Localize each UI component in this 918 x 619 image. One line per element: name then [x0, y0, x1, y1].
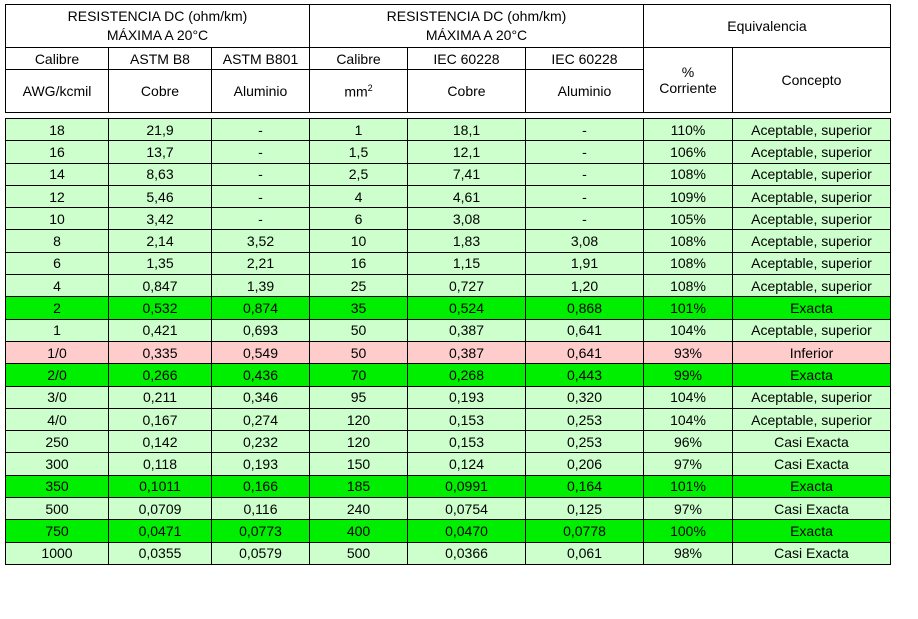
- header-line: %: [681, 64, 695, 80]
- cell-pct: 108%: [644, 163, 733, 185]
- cell-awg: 18: [6, 119, 109, 141]
- cell-concepto: Exacta: [733, 475, 891, 497]
- cell-awg: 2: [6, 297, 109, 319]
- cell-concepto: Casi Exacta: [733, 498, 891, 520]
- cell-iec-al: 0,320: [526, 386, 644, 408]
- cell-iec-cu: 4,61: [408, 185, 526, 207]
- cell-b8: 0,847: [109, 275, 212, 297]
- cell-pct: 110%: [644, 119, 733, 141]
- cell-b801: -: [212, 185, 310, 207]
- cell-awg: 2/0: [6, 364, 109, 386]
- cell-awg: 1000: [6, 542, 109, 564]
- cell-mm: 120: [310, 408, 408, 430]
- col-header-astm-b801: ASTM B801: [212, 48, 310, 70]
- cell-b801: 1,39: [212, 275, 310, 297]
- cell-iec-cu: 0,727: [408, 275, 526, 297]
- header-resistance-group-2: [310, 5, 644, 48]
- cell-mm: 10: [310, 230, 408, 252]
- cell-iec-al: 0,206: [526, 453, 644, 475]
- cell-concepto: Aceptable, superior: [733, 252, 891, 274]
- cell-b8: 0,211: [109, 386, 212, 408]
- cell-iec-cu: 0,0754: [408, 498, 526, 520]
- cell-awg: 6: [6, 252, 109, 274]
- cell-b8: 1,35: [109, 252, 212, 274]
- cell-mm: 150: [310, 453, 408, 475]
- cell-iec-cu: 18,1: [408, 119, 526, 141]
- cell-iec-al: -: [526, 208, 644, 230]
- col-header-iec-cu: IEC 60228: [408, 48, 526, 70]
- cell-iec-cu: 0,524: [408, 297, 526, 319]
- table-row: [6, 475, 891, 497]
- cell-b8: 13,7: [109, 141, 212, 163]
- cell-b8: 0,0709: [109, 498, 212, 520]
- table-row: [6, 297, 891, 319]
- cell-iec-cu: 1,83: [408, 230, 526, 252]
- header-line: Corriente: [659, 80, 717, 96]
- cell-awg: 750: [6, 520, 109, 542]
- cell-pct: 101%: [644, 297, 733, 319]
- cell-iec-cu: 3,08: [408, 208, 526, 230]
- table-row: [6, 319, 891, 341]
- cell-mm: 6: [310, 208, 408, 230]
- cell-b801: 0,193: [212, 453, 310, 475]
- cell-iec-cu: 0,193: [408, 386, 526, 408]
- cell-b801: -: [212, 208, 310, 230]
- cell-awg: 300: [6, 453, 109, 475]
- cell-mm: 120: [310, 431, 408, 453]
- cell-b801: 0,549: [212, 341, 310, 363]
- cell-pct: 108%: [644, 230, 733, 252]
- cell-b8: 21,9: [109, 119, 212, 141]
- cell-awg: 4/0: [6, 408, 109, 430]
- col-header-calibre-awg: Calibre: [6, 48, 109, 70]
- cell-iec-al: 0,443: [526, 364, 644, 386]
- cell-iec-al: 0,641: [526, 341, 644, 363]
- cell-mm: 35: [310, 297, 408, 319]
- cell-iec-al: -: [526, 141, 644, 163]
- cell-pct: 101%: [644, 475, 733, 497]
- cell-iec-cu: 0,153: [408, 408, 526, 430]
- cell-b8: 0,1011: [109, 475, 212, 497]
- cell-awg: 8: [6, 230, 109, 252]
- cell-iec-al: 1,20: [526, 275, 644, 297]
- cell-mm: 50: [310, 341, 408, 363]
- cell-mm: 1: [310, 119, 408, 141]
- unit-awg: AWG/kcmil: [6, 70, 109, 113]
- header-line: MÁXIMA A 20°C: [425, 27, 528, 43]
- table-row: [6, 341, 891, 363]
- cell-iec-cu: 1,15: [408, 252, 526, 274]
- cell-mm: 2,5: [310, 163, 408, 185]
- cell-concepto: Aceptable, superior: [733, 408, 891, 430]
- cell-b8: 3,42: [109, 208, 212, 230]
- cell-iec-cu: 0,0366: [408, 542, 526, 564]
- cell-awg: 1/0: [6, 341, 109, 363]
- cell-b801: -: [212, 163, 310, 185]
- cell-b801: 0,0579: [212, 542, 310, 564]
- cell-awg: 250: [6, 431, 109, 453]
- unit-cobre: Cobre: [109, 70, 212, 113]
- cell-concepto: Aceptable, superior: [733, 275, 891, 297]
- table-row: [6, 119, 891, 141]
- cell-iec-cu: 0,153: [408, 431, 526, 453]
- col-header-calibre-mm: Calibre: [310, 48, 408, 70]
- cell-pct: 108%: [644, 252, 733, 274]
- cell-iec-cu: 0,0991: [408, 475, 526, 497]
- cell-mm: 1,5: [310, 141, 408, 163]
- cell-iec-al: 0,868: [526, 297, 644, 319]
- cell-concepto: Aceptable, superior: [733, 163, 891, 185]
- cell-concepto: Exacta: [733, 364, 891, 386]
- cell-b8: 5,46: [109, 185, 212, 207]
- cell-b8: 2,14: [109, 230, 212, 252]
- cell-iec-al: 3,08: [526, 230, 644, 252]
- unit-mm2: [310, 70, 408, 113]
- cell-pct: 100%: [644, 520, 733, 542]
- cell-b801: 0,874: [212, 297, 310, 319]
- cell-mm: 240: [310, 498, 408, 520]
- cell-b801: -: [212, 119, 310, 141]
- table-container: [5, 4, 891, 565]
- table-row: [6, 252, 891, 274]
- cell-concepto: Aceptable, superior: [733, 386, 891, 408]
- table-row: [6, 364, 891, 386]
- cell-awg: 500: [6, 498, 109, 520]
- cell-pct: 104%: [644, 408, 733, 430]
- cell-b8: 8,63: [109, 163, 212, 185]
- cell-b801: 0,232: [212, 431, 310, 453]
- table-row: [6, 408, 891, 430]
- cell-b8: 0,0355: [109, 542, 212, 564]
- cell-awg: 16: [6, 141, 109, 163]
- cell-iec-cu: 12,1: [408, 141, 526, 163]
- cell-b8: 0,142: [109, 431, 212, 453]
- cell-pct: 109%: [644, 185, 733, 207]
- resistance-equivalence-table: [5, 4, 891, 565]
- cell-awg: 350: [6, 475, 109, 497]
- cell-pct: 105%: [644, 208, 733, 230]
- cell-mm: 50: [310, 319, 408, 341]
- cell-awg: 14: [6, 163, 109, 185]
- cell-iec-al: 0,641: [526, 319, 644, 341]
- cell-mm: 500: [310, 542, 408, 564]
- cell-iec-cu: 0,387: [408, 319, 526, 341]
- cell-concepto: Aceptable, superior: [733, 230, 891, 252]
- cell-pct: 104%: [644, 319, 733, 341]
- cell-iec-al: 0,253: [526, 431, 644, 453]
- cell-b801: 2,21: [212, 252, 310, 274]
- cell-concepto: Aceptable, superior: [733, 319, 891, 341]
- cell-mm: 16: [310, 252, 408, 274]
- table-row: [6, 208, 891, 230]
- cell-iec-al: 0,253: [526, 408, 644, 430]
- cell-b801: 3,52: [212, 230, 310, 252]
- table-row: [6, 185, 891, 207]
- table-row: [6, 498, 891, 520]
- table-row: [6, 453, 891, 475]
- unit-cobre-iec: Cobre: [408, 70, 526, 113]
- cell-b8: 0,266: [109, 364, 212, 386]
- cell-b8: 0,118: [109, 453, 212, 475]
- col-header-astm-b8: ASTM B8: [109, 48, 212, 70]
- cell-b8: 0,167: [109, 408, 212, 430]
- col-header-iec-al: IEC 60228: [526, 48, 644, 70]
- cell-mm: 95: [310, 386, 408, 408]
- cell-pct: 97%: [644, 453, 733, 475]
- cell-concepto: Aceptable, superior: [733, 141, 891, 163]
- unit-aluminio-iec: Aluminio: [526, 70, 644, 113]
- header-line: RESISTENCIA DC (ohm/km): [386, 8, 567, 24]
- cell-iec-al: -: [526, 185, 644, 207]
- cell-b801: 0,436: [212, 364, 310, 386]
- table-row: [6, 386, 891, 408]
- cell-b8: 0,335: [109, 341, 212, 363]
- unit-mm-text: mm: [344, 83, 368, 100]
- cell-b801: 0,0773: [212, 520, 310, 542]
- cell-pct: 97%: [644, 498, 733, 520]
- cell-concepto: Exacta: [733, 297, 891, 319]
- cell-concepto: Casi Exacta: [733, 431, 891, 453]
- cell-concepto: Aceptable, superior: [733, 119, 891, 141]
- cell-pct: 99%: [644, 364, 733, 386]
- table-row: [6, 542, 891, 564]
- cell-iec-al: 0,0778: [526, 520, 644, 542]
- cell-iec-al: 0,164: [526, 475, 644, 497]
- cell-iec-cu: 0,124: [408, 453, 526, 475]
- table-row: [6, 230, 891, 252]
- header-line: RESISTENCIA DC (ohm/km): [67, 8, 248, 24]
- cell-iec-cu: 0,268: [408, 364, 526, 386]
- cell-b801: -: [212, 141, 310, 163]
- cell-iec-al: 0,061: [526, 542, 644, 564]
- col-header-concepto: Concepto: [733, 48, 891, 113]
- cell-iec-al: -: [526, 119, 644, 141]
- cell-iec-al: -: [526, 163, 644, 185]
- table-body: [6, 113, 891, 565]
- cell-concepto: Exacta: [733, 520, 891, 542]
- cell-mm: 185: [310, 475, 408, 497]
- cell-awg: 4: [6, 275, 109, 297]
- cell-b801: 0,693: [212, 319, 310, 341]
- cell-pct: 106%: [644, 141, 733, 163]
- cell-iec-al: 0,125: [526, 498, 644, 520]
- table-row: [6, 520, 891, 542]
- unit-mm-sup: 2: [367, 82, 373, 93]
- cell-b801: 0,166: [212, 475, 310, 497]
- header-equivalencia: Equivalencia: [644, 5, 891, 48]
- cell-concepto: Casi Exacta: [733, 453, 891, 475]
- col-header-pct-corriente: [644, 48, 733, 113]
- cell-concepto: Casi Exacta: [733, 542, 891, 564]
- cell-pct: 96%: [644, 431, 733, 453]
- cell-awg: 1: [6, 319, 109, 341]
- cell-awg: 3/0: [6, 386, 109, 408]
- cell-mm: 70: [310, 364, 408, 386]
- table-row: [6, 163, 891, 185]
- cell-mm: 25: [310, 275, 408, 297]
- table-row: [6, 275, 891, 297]
- cell-iec-cu: 0,0470: [408, 520, 526, 542]
- cell-concepto: Aceptable, superior: [733, 185, 891, 207]
- cell-b8: 0,421: [109, 319, 212, 341]
- cell-mm: 4: [310, 185, 408, 207]
- cell-concepto: Inferior: [733, 341, 891, 363]
- cell-b801: 0,274: [212, 408, 310, 430]
- header-line: MÁXIMA A 20°C: [106, 27, 209, 43]
- cell-iec-al: 1,91: [526, 252, 644, 274]
- table-row: [6, 431, 891, 453]
- cell-mm: 400: [310, 520, 408, 542]
- cell-b801: 0,346: [212, 386, 310, 408]
- cell-b8: 0,532: [109, 297, 212, 319]
- cell-concepto: Aceptable, superior: [733, 208, 891, 230]
- cell-pct: 108%: [644, 275, 733, 297]
- cell-iec-cu: 7,41: [408, 163, 526, 185]
- cell-awg: 10: [6, 208, 109, 230]
- cell-pct: 98%: [644, 542, 733, 564]
- header-resistance-group-1: [6, 5, 310, 48]
- unit-aluminio: Aluminio: [212, 70, 310, 113]
- cell-iec-cu: 0,387: [408, 341, 526, 363]
- cell-b8: 0,0471: [109, 520, 212, 542]
- cell-b801: 0,116: [212, 498, 310, 520]
- cell-awg: 12: [6, 185, 109, 207]
- cell-pct: 93%: [644, 341, 733, 363]
- cell-pct: 104%: [644, 386, 733, 408]
- table-row: [6, 141, 891, 163]
